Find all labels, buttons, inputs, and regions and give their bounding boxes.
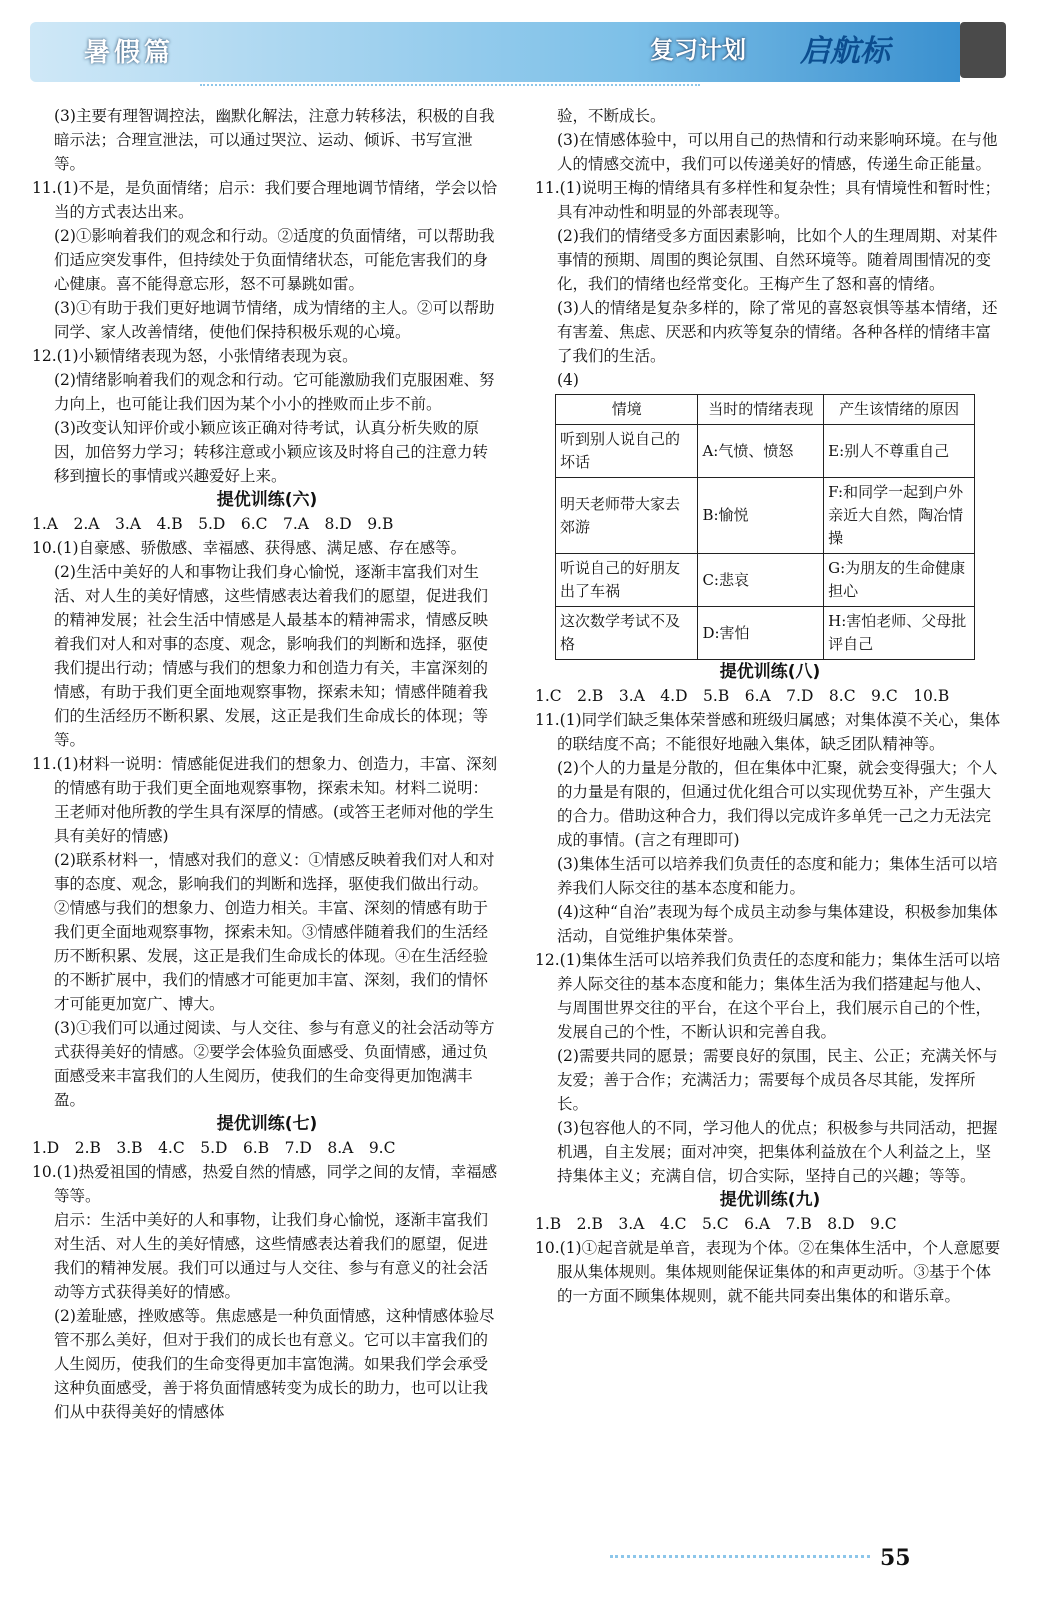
answer-paragraph: (2)个人的力量是分散的，但在集体中汇聚，就会变得强大；个人的力量是有限的，但通过优化组合可以实现优势互补，产生强大的合力。借助这种合力，我们得以完成许多单凭一己之力无法完成的事情。(言之有理即可) [557,759,998,849]
answer-paragraph: 12.(1)集体生活可以培养我们负责任的态度和能力；集体生活可以培养人际交往的基本态度和能力；集体生活为我们搭建起与他人、与周围世界交往的平台，在这个平台上，我们展示自己的个性，发展自己的个性，不断认识和完善自我。 [535,951,1001,1041]
answer-paragraph: 10.(1)自豪感、骄傲感、幸福感、获得感、满足感、存在感等。 [32,539,467,557]
section-heading: 提优训练(九) [719,1190,821,1210]
puzzle-logo-icon [960,22,1006,78]
table-cell: 明天老师带大家去郊游 [556,478,698,554]
answer-paragraph: (2)①影响着我们的观念和行动。②适度的负面情绪，可以帮助我们适应突发事件，但持续处于负面情绪状态，可能危害我们的身心健康。喜不能得意忘形，怒不可暴跳如雷。 [54,227,495,293]
table-cell: 听说自己的好朋友出了车祸 [556,554,698,607]
answer-paragraph: 11.(1)说明王梅的情绪具有多样性和复杂性；具有情境性和暂时性；具有冲动性和明显的外部表现等。 [535,179,1001,221]
brand-logo-text: 启航标 [800,34,890,69]
table-cell: G:为朋友的生命健康担心 [824,554,975,607]
table-cell: D:害怕 [698,607,824,660]
answer-paragraph: (2)生活中美好的人和事物让我们身心愉悦，逐渐丰富我们对生活、对人生的美好情感，这些情感表达着我们的愿望，促进我们的精神发展；社会生活中情感是人最基本的精神需求，情感反映着我们对人和对事的态度、观念，影响我们的判断和选择，驱使我们提出行动；情感与我们的想象力和创造力有关，丰富深刻的情感，有助于我们更全面地观察事物，探索未知；情感伴随着我们的生活经历不断积累、发展，这正是我们生命成长的体现；等等。 [54,563,489,749]
answer-paragraph: (2)我们的情绪受多方面因素影响，比如个人的生理周期、对某件事情的预期、周围的舆论氛围、自然环境等。随着周围情况的变化，我们的情绪也经常变化。王梅产生了怒和喜的情绪。 [557,227,998,293]
answer-paragraph: (3)集体生活可以培养我们负责任的态度和能力；集体生活可以培养我们人际交往的基本态度和能力。 [557,855,998,897]
header-dotted-divider [200,84,700,94]
section-heading: 提优训练(六) [216,490,318,510]
table-cell: H:害怕老师、父母批评自己 [824,607,975,660]
table-cell: 这次数学考试不及格 [556,607,698,660]
table-cell: F:和同学一起到户外亲近大自然，陶冶情操 [824,478,975,554]
answer-paragraph: (3)在情感体验中，可以用自己的热情和行动来影响环境。在与他人的情感交流中，我们可以传递美好的情感，传递生命正能量。 [557,131,998,173]
table-header-cell: 产生该情绪的原因 [824,395,975,425]
answer-paragraph: (3)①我们可以通过阅读、与人交往、参与有意义的社会活动等方式获得美好的情感。②要学会体验负面感受、负面情感，通过负面感受来丰富我们的人生阅历，使我们的生命变得更加饱满丰盈。 [54,1019,495,1109]
table-row [556,425,975,478]
section-heading: 提优训练(八) [719,662,821,682]
answer-paragraph: (3)①有助于我们更好地调节情绪，成为情绪的主人。②可以帮助同学、家人改善情绪，使他们保持积极乐观的心境。 [54,299,495,341]
table-cell: A:气愤、愤怒 [698,425,824,478]
answer-paragraph: (4) [557,371,579,389]
choice-answers: 1.D 2.B 3.B 4.C 5.D 6.B 7.D 8.A 9.C [32,1139,396,1157]
footer-dotted-divider [610,1555,870,1558]
emotion-table [555,394,975,660]
table-cell: E:别人不尊重自己 [824,425,975,478]
answer-paragraph: (3)人的情绪是复杂多样的，除了常见的喜怒哀惧等基本情绪，还有害羞、焦虑、厌恶和内疚等复杂的情绪。各种各样的情绪丰富了我们的生活。 [557,299,998,365]
table-header-cell: 情境 [556,395,698,425]
table-row [556,607,975,660]
table-row [556,554,975,607]
table-cell: C:悲哀 [698,554,824,607]
series-title: 暑假篇 [84,38,175,68]
answer-paragraph: 启示：生活中美好的人和事物，让我们身心愉悦，逐渐丰富我们对生活、对人生的美好情感，这些情感表达着我们的愿望，促进我们的精神发展。我们可以通过与人交往、参与有意义的社会活动等方式获得美好的情感。 [54,1211,489,1301]
choice-answers: 1.A 2.A 3.A 4.B 5.D 6.C 7.A 8.D 9.B [32,515,394,533]
page-header [30,22,1008,82]
answer-paragraph: (3)包容他人的不同，学习他人的优点；积极参与共同活动，把握机遇，自主发展；面对冲突，把集体利益放在个人利益之上，坚持集体主义；充满自信，切合实际，坚持自己的兴趣；等等。 [557,1119,998,1185]
answer-paragraph: 验，不断成长。 [557,107,666,125]
left-column [32,104,502,1424]
section-heading: 提优训练(七) [216,1114,318,1134]
answer-paragraph: (3)主要有理智调控法，幽默化解法，注意力转移法，积极的自我暗示法；合理宣泄法，可以通过哭泣、运动、倾诉、书写宣泄等。 [54,107,495,173]
plan-title: 复习计划 [650,36,746,64]
answer-paragraph: (3)改变认知评价或小颖应该正确对待考试，认真分析失败的原因，加倍努力学习；转移注意或小颖应该及时将自己的注意力转移到擅长的事情或兴趣爱好上来。 [54,419,489,485]
answer-paragraph: 10.(1)热爱祖国的情感，热爱自然的情感，同学之间的友情，幸福感等等。 [32,1163,498,1205]
table-header-cell: 当时的情绪表现 [698,395,824,425]
answer-paragraph: (2)羞耻感，挫败感等。焦虑感是一种负面情感，这种情感体验尽管不那么美好，但对于我们的成长也有意义。它可以丰富我们的人生阅历，使我们的生命变得更加丰富饱满。如果我们学会承受这种负面感受，善于将负面情感转变为成长的助力，也可以让我们从中获得美好的情感体 [54,1307,495,1421]
table-row [556,478,975,554]
answer-paragraph: 11.(1)同学们缺乏集体荣誉感和班级归属感；对集体漠不关心，集体的联结度不高；不能很好地融入集体，缺乏团队精神等。 [535,711,1001,753]
right-column [535,104,1005,1308]
answer-paragraph: 12.(1)小颖情绪表现为怒，小张情绪表现为哀。 [32,347,358,365]
answer-paragraph: (4)这种“自治”表现为每个成员主动参与集体建设，积极参加集体活动，自觉维护集体荣誉。 [557,903,998,945]
table-cell: B:愉悦 [698,478,824,554]
answer-paragraph: 11.(1)不是，是负面情绪；启示：我们要合理地调节情绪，学会以恰当的方式表达出来。 [32,179,498,221]
choice-answers: 1.B 2.B 3.A 4.C 5.C 6.A 7.B 8.D 9.C [535,1215,897,1233]
answer-paragraph: (2)需要共同的愿景；需要良好的氛围，民主、公正；充满关怀与友爱；善于合作；充满活力；需要每个成员各尽其能，发挥所长。 [557,1047,998,1113]
answer-paragraph: 11.(1)材料一说明：情感能促进我们的想象力、创造力，丰富、深刻的情感有助于我们更全面地观察事物，探索未知。材料二说明：王老师对他所教的学生具有深厚的情感。(或答王老师对他的学生具有美好的情感) [32,755,498,845]
page-number: 55 [880,1545,911,1571]
answer-paragraph: (2)联系材料一，情感对我们的意义：①情感反映着我们对人和对事的态度、观念，影响我们的判断和选择，驱使我们做出行动。②情感与我们的想象力、创造力相关。丰富、深刻的情感有助于我们更全面地观察事物，探索未知。③情感伴随着我们的生活经历不断积累、发展，这正是我们生命成长的体现。④在生活经验的不断扩展中，我们的情感才可能更加丰富、深刻，我们的情怀才可能更加宽广、博大。 [54,851,495,1013]
choice-answers: 1.C 2.B 3.A 4.D 5.B 6.A 7.D 8.C 9.C 10.B [535,687,950,705]
table-cell: 听到别人说自己的坏话 [556,425,698,478]
answer-paragraph: 10.(1)①起音就是单音，表现为个体。②在集体生活中，个人意愿要服从集体规则。集体规则能保证集体的和声更动听。③基于个体的一方面不顾集体规则，就不能共同奏出集体的和谐乐章。 [535,1239,1001,1305]
answer-paragraph: (2)情绪影响着我们的观念和行动。它可能激励我们克服困难、努力向上，也可能让我们因为某个小小的挫败而止步不前。 [54,371,495,413]
